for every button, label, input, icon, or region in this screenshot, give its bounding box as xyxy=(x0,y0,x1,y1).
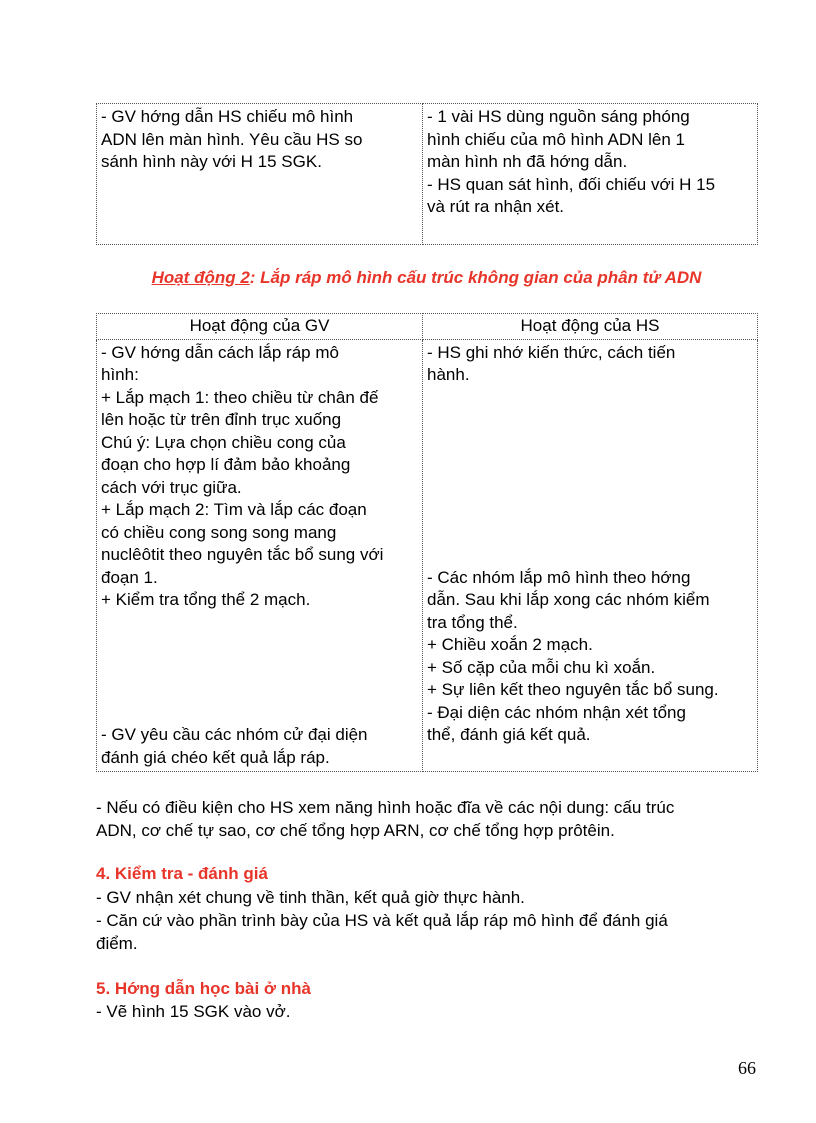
text-line: - Căn cứ vào phần trình bày của HS và kết quả lắp ráp mô hình để đánh giá xyxy=(96,911,668,930)
spacer xyxy=(427,544,753,567)
text-line: - HS ghi nhớ kiến thức, cách tiến xyxy=(427,342,676,362)
text-line: Chú ý: Lựa chọn chiều cong của xyxy=(101,432,346,452)
gv-cell xyxy=(97,104,423,245)
text-line: - HS quan sát hình, đối chiếu với H 15 xyxy=(427,174,716,194)
text-line: lên hoặc từ trên đỉnh trục xuống xyxy=(101,410,342,429)
text-line: - Nếu có điều kiện cho HS xem năng hình hoặc đĩa về các nội dung: cấu trúc xyxy=(96,798,675,817)
text-line: thể, đánh giá kết quả. xyxy=(427,725,591,744)
text-line: - 1 vài HS dùng nguồn sáng phóng xyxy=(427,107,690,126)
table-row xyxy=(97,104,758,245)
section-4-heading: 4. Kiểm tra - đánh giá xyxy=(96,864,268,883)
spacer xyxy=(427,499,753,522)
hs-cell xyxy=(423,104,758,245)
text-line: + Chiều xoắn 2 mạch. xyxy=(427,635,593,654)
text-line: tra tổng thể. xyxy=(427,612,518,632)
text-line: + Sự liên kết theo nguyên tắc bổ sung. xyxy=(427,680,719,699)
text-line: - GV hớng dẫn cách lắp ráp mô xyxy=(101,342,339,362)
text-line: sánh hình này với H 15 SGK. xyxy=(101,152,322,171)
text-line: - Các nhóm lắp mô hình theo hớng xyxy=(427,567,691,587)
spacer xyxy=(101,634,418,657)
text-line: + Kiểm tra tổng thể 2 mạch. xyxy=(101,590,311,609)
spacer xyxy=(101,679,418,702)
hs-cell xyxy=(423,339,758,772)
text-line: - Đại diện các nhóm nhận xét tổng xyxy=(427,702,686,722)
activity-2-text: : Lắp ráp mô hình cấu trúc không gian của phân tử ADN xyxy=(249,268,702,287)
text-line: màn hình nh đã hớng dẫn. xyxy=(427,152,628,171)
spacer xyxy=(427,454,753,477)
text-line: - GV nhận xét chung về tinh thần, kết quả giờ thực hành. xyxy=(96,888,525,907)
table-header-row xyxy=(97,314,758,340)
text-line: và rút ra nhận xét. xyxy=(427,197,565,216)
text-line: - Vẽ hình 15 SGK vào vở. xyxy=(96,1002,291,1021)
text-line: - GV hớng dẫn HS chiếu mô hình xyxy=(101,107,354,126)
activity-2-label: Hoạt động 2 xyxy=(151,268,250,287)
text-line: hình: xyxy=(101,365,139,384)
column-header-gv: Hoạt động của GV xyxy=(97,314,423,340)
text-line: đoạn cho hợp lí đảm bảo khoảng xyxy=(101,455,351,474)
column-header-hs: Hoạt động của HS xyxy=(423,314,758,340)
text-line: đoạn 1. xyxy=(101,567,158,587)
spacer xyxy=(427,522,753,545)
spacer xyxy=(427,387,753,410)
text-line: hình chiếu của mô hình ADN lên 1 xyxy=(427,129,685,149)
table-row xyxy=(97,339,758,772)
page-number: 66 xyxy=(738,1058,756,1078)
spacer xyxy=(101,612,418,635)
text-line: - GV yêu cầu các nhóm cử đại diện xyxy=(101,725,368,744)
spacer xyxy=(427,409,753,432)
spacer xyxy=(101,702,418,725)
text-line: có chiều cong song song mang xyxy=(101,522,337,542)
text-line: hành. xyxy=(427,365,470,384)
text-line: ADN lên màn hình. Yêu cầu HS so xyxy=(101,129,363,149)
section-4-body xyxy=(96,886,757,955)
text-line: dẫn. Sau khi lắp xong các nhóm kiểm xyxy=(427,590,710,609)
spacer xyxy=(427,477,753,500)
spacer xyxy=(101,657,418,680)
text-line: cách với trục giữa. xyxy=(101,477,242,497)
section-5-heading: 5. Hớng dẫn học bài ở nhà xyxy=(96,979,311,998)
text-line: + Lắp mạch 1: theo chiều từ chân đế xyxy=(101,387,379,407)
spacer xyxy=(427,432,753,455)
text-line: + Lắp mạch 2: Tìm và lắp các đoạn xyxy=(101,500,367,519)
activity-2-title xyxy=(96,268,757,288)
text-line: ADN, cơ chế tự sao, cơ chế tổng hợp ARN, cơ chế tổng hợp prôtêin. xyxy=(96,821,615,840)
activity-1-table xyxy=(96,103,758,245)
text-line: + Số cặp của mỗi chu kì xoắn. xyxy=(427,657,656,677)
note-paragraph xyxy=(96,796,757,842)
activity-2-table xyxy=(96,313,758,772)
gv-cell xyxy=(97,339,423,772)
text-line: điểm. xyxy=(96,934,138,953)
text-line: đánh giá chéo kết quả lắp ráp. xyxy=(101,747,330,767)
section-5-body xyxy=(96,1000,757,1023)
text-line: nuclêôtit theo nguyên tắc bổ sung với xyxy=(101,545,384,564)
